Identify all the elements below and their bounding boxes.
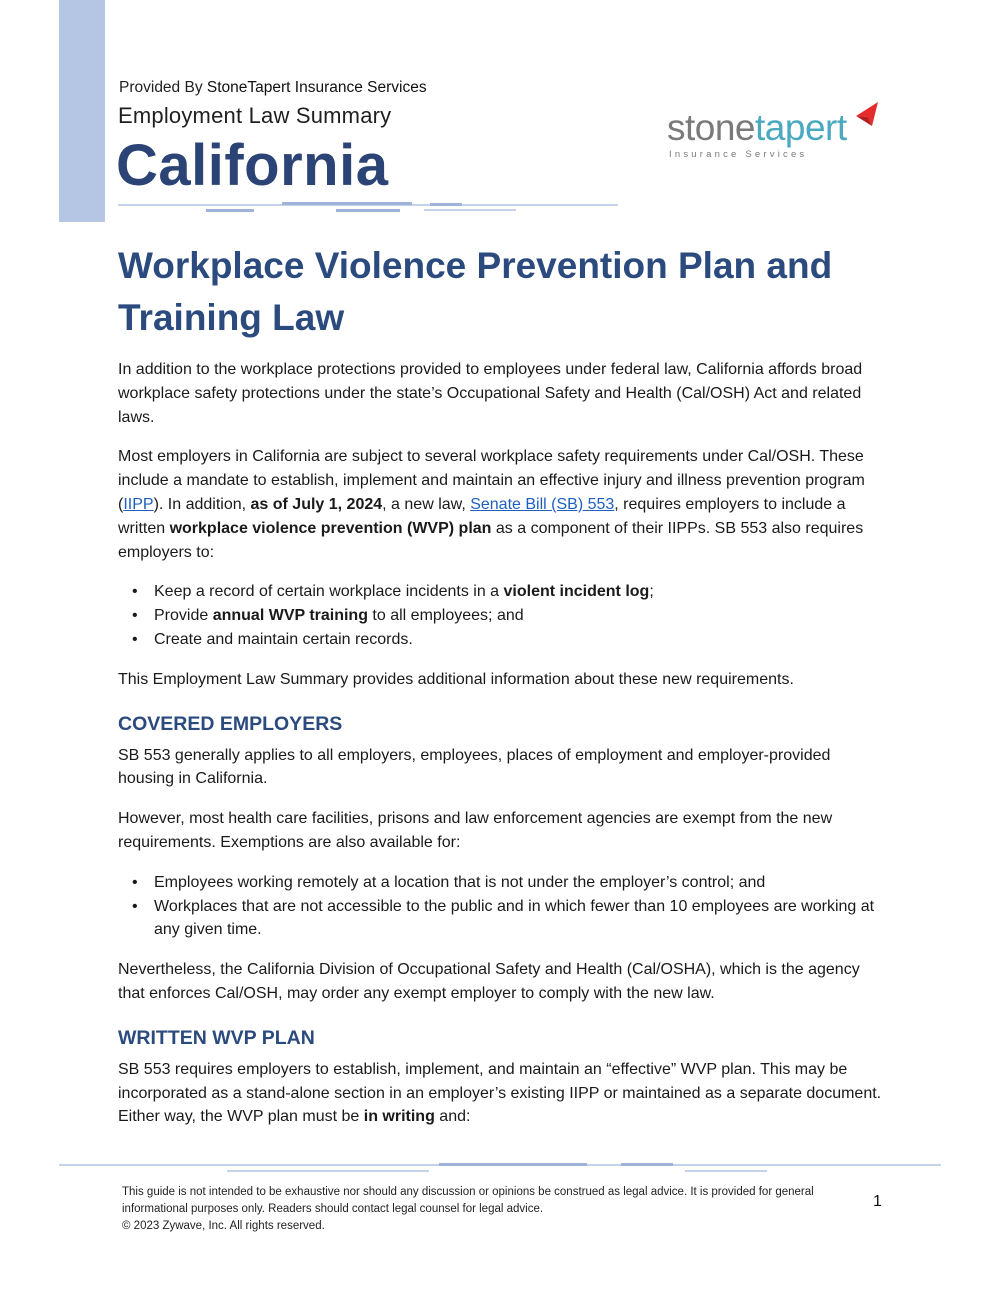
copyright: © 2023 Zywave, Inc. All rights reserved. [122, 1220, 325, 1232]
page-title: Workplace Violence Prevention Plan and Training Law [118, 245, 833, 338]
main-content [118, 240, 890, 1145]
footer-divider [59, 1163, 941, 1173]
list-item: • Create and maintain certain records. [154, 628, 890, 652]
provided-by-prefix: Provided By [119, 79, 207, 96]
exemptions-paragraph: However, most health care facilities, prisons and law enforcement agencies are exempt from the new requirements. Exemptions are also available for: [118, 810, 833, 851]
logo-arrow-icon [853, 100, 881, 128]
logo-tagline: Insurance Services [669, 149, 808, 160]
list-item: • Provide annual WVP training to all employees; and [154, 604, 890, 628]
header-side-bar [59, 0, 105, 222]
exemptions-list [118, 871, 890, 942]
section-heading-written-wvp-plan: WRITTEN WVP PLAN [118, 1026, 315, 1049]
provided-by [119, 79, 427, 97]
section-heading-covered-employers: COVERED EMPLOYERS [118, 712, 343, 735]
stonetapert-logo [667, 100, 887, 162]
requirements-list [118, 580, 890, 651]
iipp-link[interactable]: IIPP [123, 495, 154, 513]
covered-paragraph: SB 553 generally applies to all employers, employees, places of employment and employer-provided housing in California. [118, 746, 831, 788]
list-item: • Employees working remotely at a location that is not under the employer’s control; and [154, 871, 890, 895]
wvp-plan-paragraph: SB 553 requires employers to establish, implement, and maintain an “effective” WVP plan. This may be incorporated as a stand-alone section in an employer’s existing IIPP or maintained as a separate document. Either way, the WVP plan must be in writing and: [118, 1060, 882, 1126]
sb553-link[interactable]: Senate Bill (SB) 553 [470, 495, 615, 513]
requirements-paragraph: Most employers in California are subject to several workplace safety requirements under Cal/OSH. These include a mandate to establish, implement and maintain an effective injury and illness prevention program (IIPP). In addition, as of July 1, 2024, a new law, Senate Bill (SB) 553, requires employers to include a written workplace violence prevention (WVP) plan as a component of their IIPPs. SB 553 also requires employers to: [118, 448, 865, 561]
summary-paragraph: This Employment Law Summary provides additional information about these new requirements. [118, 670, 794, 688]
page-number: 1 [873, 1193, 882, 1210]
list-item: • Keep a record of certain workplace incidents in a violent incident log; [154, 580, 890, 604]
logo-wordmark: stonetapert [667, 107, 847, 148]
provider-name: StoneTapert Insurance Services [206, 79, 427, 96]
calosha-paragraph: Nevertheless, the California Division of Occupational Safety and Health (Cal/OSHA), which is the agency that enforces Cal/OSH, may order any exempt employer to comply with the new law. [118, 961, 860, 1002]
intro-paragraph: In addition to the workplace protections provided to employees under federal law, California affords broad workplace safety protections under the state’s Occupational Safety and Health (Cal/OSH) Act and related laws. [118, 361, 863, 426]
document-type: Employment Law Summary [118, 103, 392, 128]
list-item: • Workplaces that are not accessible to the public and in which fewer than 10 employees are working at any given time. [154, 895, 890, 943]
footer-disclaimer: This guide is not intended to be exhaustive nor should any discussion or opinions be construed as legal advice. It is provided for general informational purposes only. Readers should contact legal counsel for legal advice. © 2023 Zywave, Inc. All rights reserved. [122, 1184, 852, 1235]
state-title: California [116, 133, 389, 198]
